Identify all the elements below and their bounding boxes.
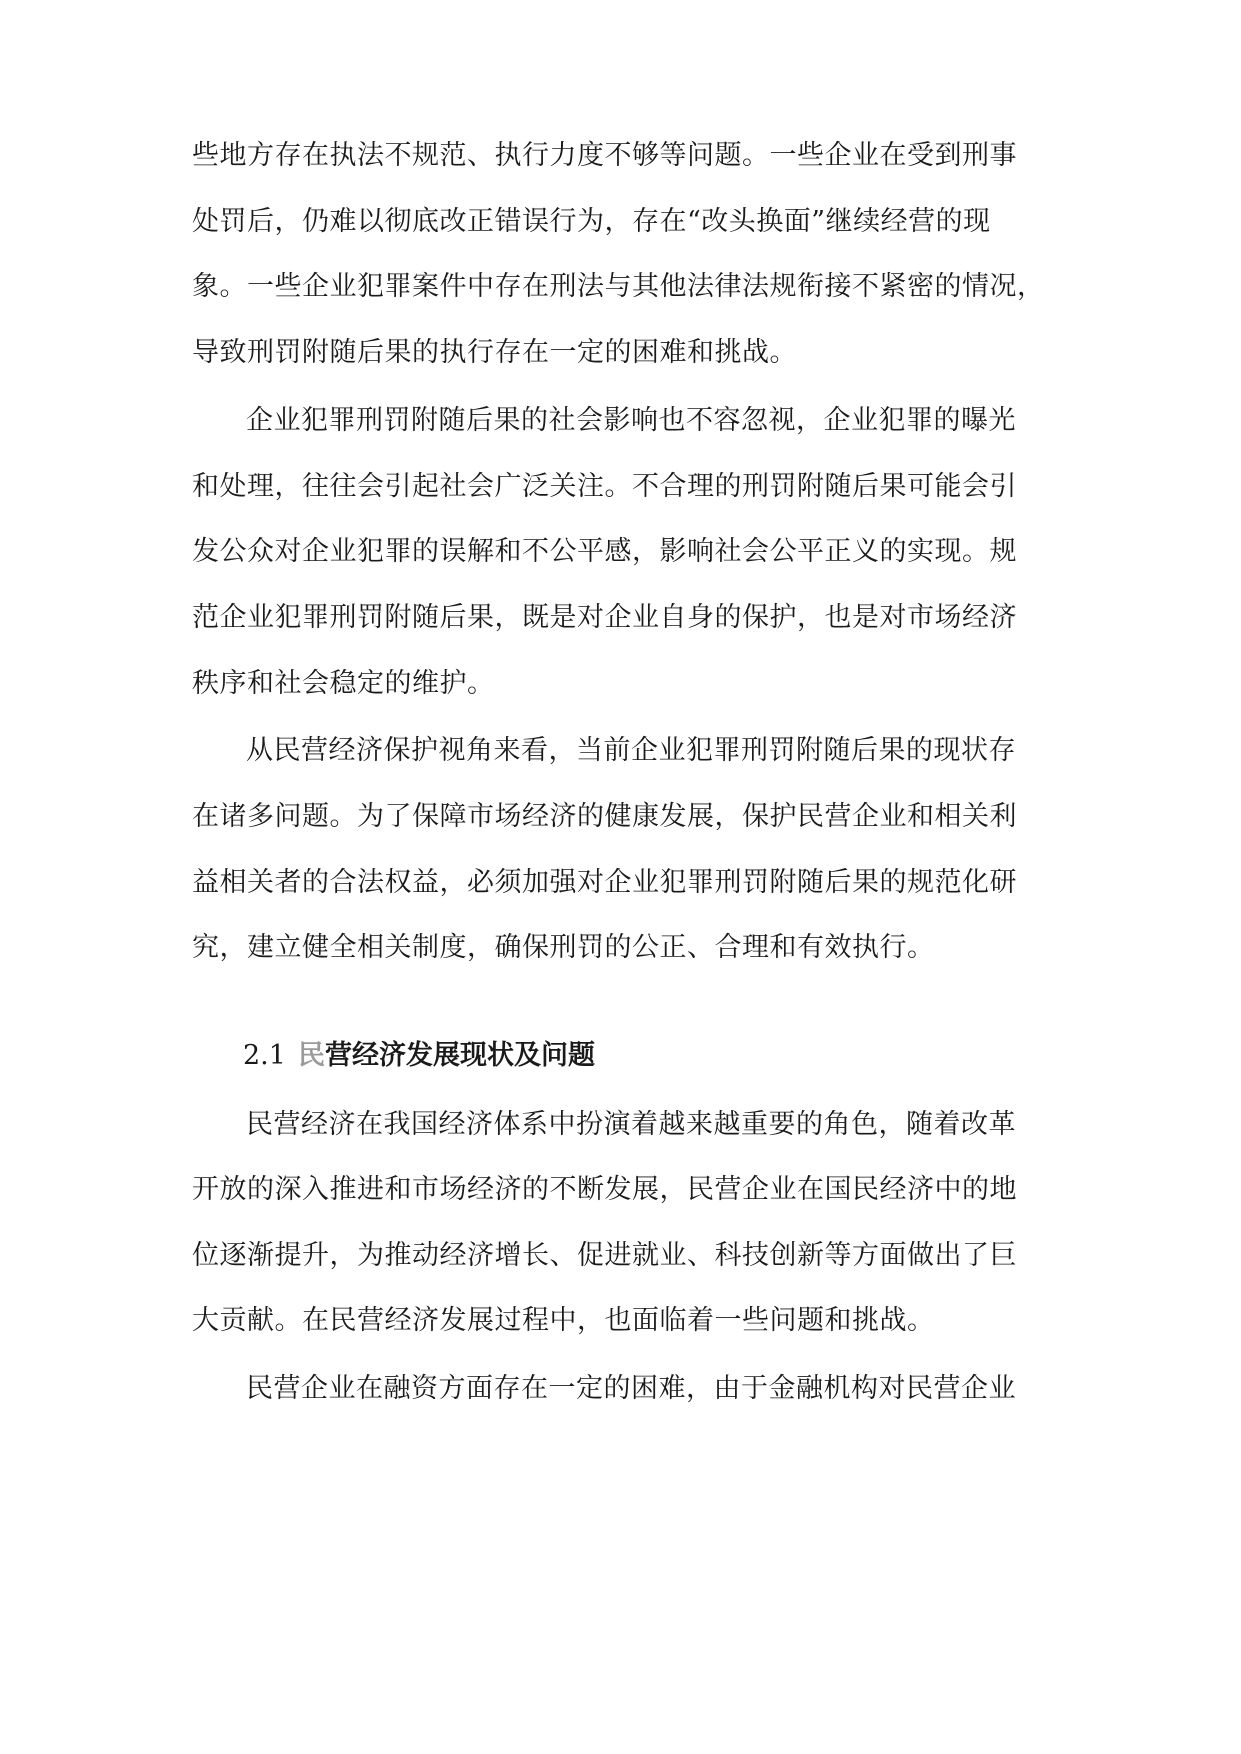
paragraph-line: 发公众对企业犯罪的误解和不公平感，影响社会公平正义的实现。规 [192, 536, 1017, 567]
paragraph-line: 和处理，往往会引起社会广泛关注。不合理的刑罚附随后果可能会引 [192, 471, 1017, 502]
paragraph-line: 大贡献。在民营经济发展过程中，也面临着一些问题和挑战。 [192, 1305, 935, 1336]
paragraph-line: 秩序和社会稳定的维护。 [192, 668, 495, 699]
paragraph-line: 究，建立健全相关制度，确保刑罚的公正、合理和有效执行。 [192, 932, 935, 963]
paragraph-line: 民营企业在融资方面存在一定的困难，由于金融机构对民营企业 [246, 1373, 1016, 1404]
paragraph-line: 位逐渐提升，为推动经济增长、促进就业、科技创新等方面做出了巨 [192, 1240, 1017, 1271]
paragraph-line: 在诸多问题。为了保障市场经济的健康发展，保护民营企业和相关利 [192, 801, 1017, 832]
paragraph-line: 范企业犯罪刑罚附随后果，既是对企业自身的保护，也是对市场经济 [192, 602, 1017, 633]
paragraph-line: 处罚后，仍难以彻底改正错误行为，存在“改头换面”继续经营的现 [192, 206, 991, 237]
section-title-first-char: 民 [297, 1040, 325, 1071]
paragraph-line: 从民营经济保护视角来看，当前企业犯罪刑罚附随后果的现状存 [246, 735, 1016, 766]
section-title: 营经济发展现状及问题 [324, 1040, 595, 1071]
paragraph-line: 开放的深入推进和市场经济的不断发展，民营企业在国民经济中的地 [192, 1174, 1017, 1205]
section-number: 2.1 [243, 1040, 286, 1071]
paragraph-line: 民营经济在我国经济体系中扮演着越来越重要的角色，随着改革 [246, 1109, 1016, 1140]
paragraph-line: 企业犯罪刑罚附随后果的社会影响也不容忽视，企业犯罪的曝光 [246, 405, 1016, 436]
paragraph-line: 导致刑罚附随后果的执行存在一定的困难和挑战。 [192, 337, 797, 368]
paragraph-line: 些地方存在执法不规范、执行力度不够等问题。一些企业在受到刑事 [192, 140, 1017, 171]
section-heading [243, 1038, 595, 1074]
paragraph-line: 益相关者的合法权益，必须加强对企业犯罪刑罚附随后果的规范化研 [192, 867, 1017, 898]
paragraph-line: 象。一些企业犯罪案件中存在刑法与其他法律法规衔接不紧密的情况， [192, 271, 1045, 302]
